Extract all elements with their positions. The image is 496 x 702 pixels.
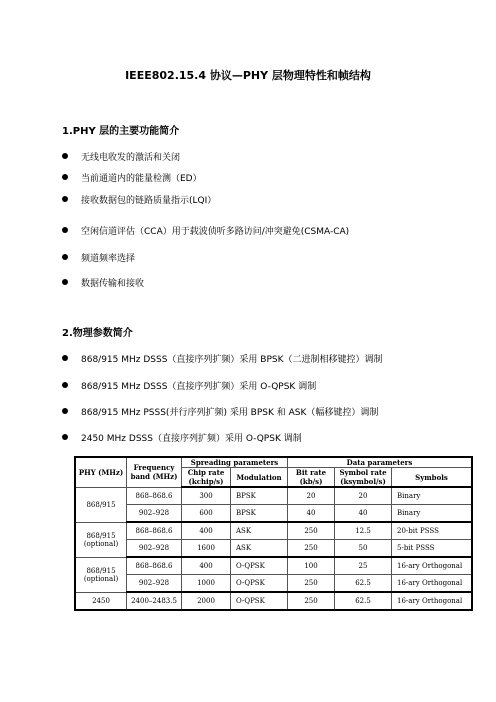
column-group-data: Data parameters xyxy=(288,457,473,468)
bullet-icon xyxy=(62,279,68,285)
list-item: 频道频率选择 xyxy=(62,251,135,264)
symbol-rate-cell: 62.5 xyxy=(335,575,392,593)
symbols-cell: 16-ary Orthogonal xyxy=(392,557,473,575)
chip-rate-cell: 400 xyxy=(182,557,231,575)
symbols-cell: Binary xyxy=(392,505,473,523)
modulation-cell: O-QPSK xyxy=(231,592,288,610)
band-cell: 868–868.6 xyxy=(127,557,182,575)
list-item: 868/915 MHz PSSS(并行序列扩频) 采用 BPSK 和 ASK（幅移键控）调制 xyxy=(62,405,378,418)
bullet-icon xyxy=(62,355,68,361)
symbol-rate-cell: 40 xyxy=(335,505,392,523)
symbols-cell: 20-bit PSSS xyxy=(392,522,473,540)
phy-cell: 868/915 (optional) xyxy=(75,522,127,557)
symbols-cell: Binary xyxy=(392,487,473,505)
band-cell: 902–928 xyxy=(127,540,182,558)
list-item: 数据传输和接收 xyxy=(62,276,144,289)
modulation-cell: BPSK xyxy=(231,487,288,505)
modulation-cell: O-QPSK xyxy=(231,557,288,575)
column-group-spreading: Spreading parameters xyxy=(182,457,288,468)
chip-rate-cell: 300 xyxy=(182,487,231,505)
modulation-cell: ASK xyxy=(231,540,288,558)
column-header-phy: PHY (MHz) xyxy=(75,457,127,487)
phy-cell: 868/915 (optional) xyxy=(75,557,127,592)
symbols-cell: 5-bit PSSS xyxy=(392,540,473,558)
bullet-icon xyxy=(62,196,68,202)
page-title: IEEE802.15.4 协议—PHY 层物理特性和帧结构 xyxy=(125,69,371,82)
modulation-cell: ASK xyxy=(231,522,288,540)
bit-rate-cell: 40 xyxy=(288,505,335,523)
table-row xyxy=(75,487,472,505)
column-header-symbols: Symbols xyxy=(392,468,473,488)
bit-rate-cell: 20 xyxy=(288,487,335,505)
symbol-rate-cell: 20 xyxy=(335,487,392,505)
chip-rate-cell: 1000 xyxy=(182,575,231,593)
table-row xyxy=(75,592,472,610)
symbols-cell: 16-ary Orthogonal xyxy=(392,592,473,610)
phy-parameters-table xyxy=(74,456,473,611)
symbol-rate-cell: 50 xyxy=(335,540,392,558)
band-cell: 868–868.6 xyxy=(127,522,182,540)
bit-rate-cell: 250 xyxy=(288,592,335,610)
chip-rate-cell: 400 xyxy=(182,522,231,540)
modulation-cell: O-QPSK xyxy=(231,575,288,593)
bullet-icon xyxy=(62,174,68,180)
list-item: 接收数据包的链路质量指示(LQI） xyxy=(62,193,216,206)
list-item: 868/915 MHz DSSS（直接序列扩频）采用 O-QPSK 调制 xyxy=(62,379,316,392)
bit-rate-cell: 100 xyxy=(288,557,335,575)
table-row xyxy=(75,505,472,523)
band-cell: 902–928 xyxy=(127,575,182,593)
column-header-modulation: Modulation xyxy=(231,468,288,488)
band-cell: 902–928 xyxy=(127,505,182,523)
symbol-rate-cell: 12.5 xyxy=(335,522,392,540)
bit-rate-cell: 250 xyxy=(288,522,335,540)
chip-rate-cell: 2000 xyxy=(182,592,231,610)
bullet-icon xyxy=(62,434,68,440)
chip-rate-cell: 1600 xyxy=(182,540,231,558)
symbol-rate-cell: 62.5 xyxy=(335,592,392,610)
symbols-cell: 16-ary Orthogonal xyxy=(392,575,473,593)
modulation-cell: BPSK xyxy=(231,505,288,523)
table-row xyxy=(75,557,472,575)
bullet-icon xyxy=(62,382,68,388)
bit-rate-cell: 250 xyxy=(288,540,335,558)
phy-cell: 868/915 xyxy=(75,487,127,522)
list-item: 空闲信道评估（CCA）用于载波侦听多路访问/冲突避免(CSMA-CA) xyxy=(62,224,349,237)
table-row xyxy=(75,575,472,593)
list-item: 868/915 MHz DSSS（直接序列扩频）采用 BPSK（二进制相移键控）调制 xyxy=(62,352,383,365)
list-item: 2450 MHz DSSS（直接序列扩频）采用 O-QPSK 调制 xyxy=(62,431,302,444)
symbol-rate-cell: 25 xyxy=(335,557,392,575)
bit-rate-cell: 250 xyxy=(288,575,335,593)
section-heading-phy-functions: 1.PHY 层的主要功能简介 xyxy=(62,126,180,137)
bullet-icon xyxy=(62,408,68,414)
chip-rate-cell: 600 xyxy=(182,505,231,523)
bullet-icon xyxy=(62,254,68,260)
band-cell: 868–868.6 xyxy=(127,487,182,505)
column-header-symbol-rate: Symbol rate (ksymbol/s) xyxy=(335,468,392,488)
column-header-bit-rate: Bit rate (kb/s) xyxy=(288,468,335,488)
band-cell: 2400–2483.5 xyxy=(127,592,182,610)
list-item: 无线电收发的激活和关闭 xyxy=(62,150,180,163)
table-row xyxy=(75,522,472,540)
column-header-frequency-band: Frequency band (MHz) xyxy=(127,457,182,487)
bullet-icon xyxy=(62,153,68,159)
phy-cell: 2450 xyxy=(75,592,127,610)
table-row xyxy=(75,540,472,558)
bullet-icon xyxy=(62,227,68,233)
list-item: 当前通道内的能量检测（ED） xyxy=(62,171,202,184)
column-header-chip-rate: Chip rate (kchip/s) xyxy=(182,468,231,488)
section-heading-physical-parameters: 2.物理参数简介 xyxy=(62,328,133,339)
